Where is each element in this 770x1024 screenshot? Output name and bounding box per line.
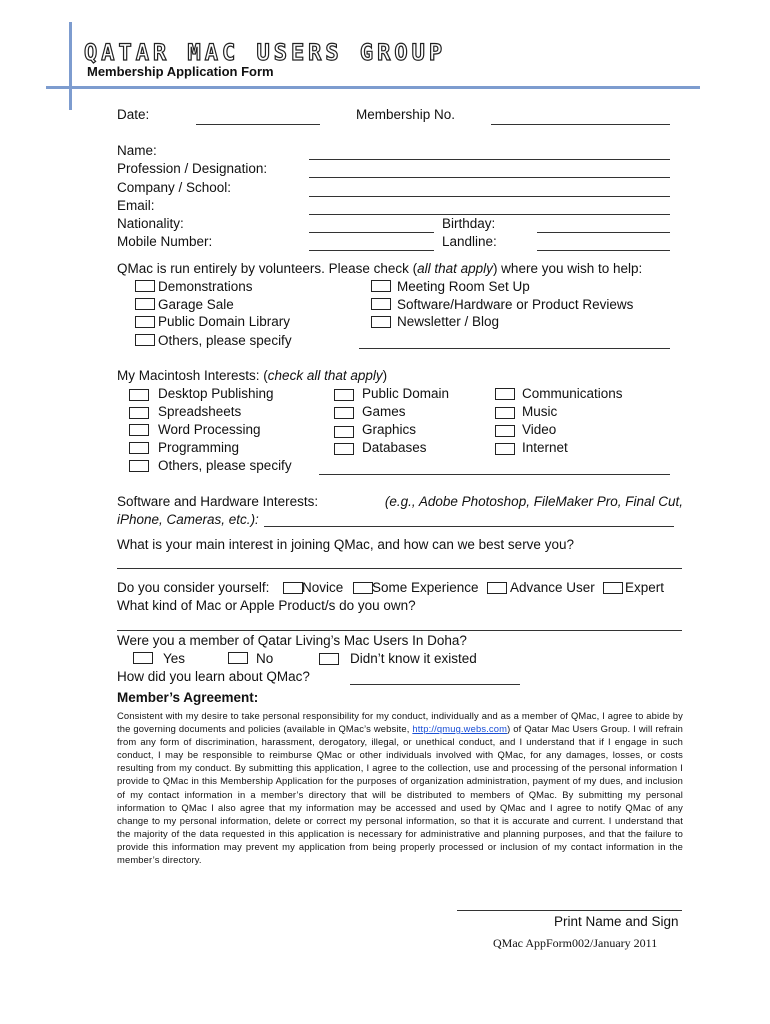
agreement-text: Consistent with my desire to take personal responsibility for my conduct, individually and as a member of QMac, I agree to abide by the governing documents and policies (available in QMac’s website, http://qmug.webs.com) of Qatar Mac Users Group. I will refrain from any form of discrimination, harassment, derogatory, illegal, or unethical conduct, and I understand that if I engage in such conduct, I may be responsible to reimburse QMac or other individuals involved with QMac, for any damages, losses, or costs resulting from my conduct. By submitting this application, I agree to the collection, use and processing of the personal information I provide to QMac in this Membership Application for the purposes of organization administration, payment of my dues, and inclusion of my contact information in a member’s directory that will be distributed to members of QMac. By submitting my personal information to QMac I also agree that my information may be accessed and used by QMac and I agree to notify QMac of any change to my personal information, delete or correct my personal information, so that it is accurate and current. I understand that the majority of the data requested in this application is necessary for administrative and planning purposes, and that the failure to provide this information may prevent my application from being properly processed or inclusion of my contact information in the member’s directory. xyxy=(117,710,683,866)
volunteer-others-field[interactable] xyxy=(359,348,670,349)
interest-checkbox-internet[interactable] xyxy=(495,443,515,455)
previous-member-checkbox-yes[interactable] xyxy=(133,652,153,664)
software-interests-line: Software and Hardware Interests: (e.g., Adobe Photoshop, FileMaker Pro, Final Cut, xyxy=(117,494,683,509)
previous-member-checkbox-didnt-know[interactable] xyxy=(319,653,339,665)
interest-option-label: Programming xyxy=(158,440,240,455)
landline-label: Landline: xyxy=(442,234,497,249)
volunteer-option-label: Garage Sale xyxy=(158,297,234,312)
interest-option-label: Games xyxy=(362,404,406,419)
interest-checkbox-programming[interactable] xyxy=(129,442,149,454)
previous-member-option-label: Yes xyxy=(163,651,186,666)
volunteer-checkbox-demonstrations[interactable] xyxy=(135,280,155,292)
interest-option-label: Desktop Publishing xyxy=(158,386,274,401)
profession-label: Profession / Designation: xyxy=(117,161,268,176)
interest-checkbox-communications[interactable] xyxy=(495,388,515,400)
interest-checkbox-spreadsheets[interactable] xyxy=(129,407,149,419)
main-interest-question: What is your main interest in joining QMac, and how can we best serve you? xyxy=(117,537,574,552)
company-label: Company / School: xyxy=(117,180,232,195)
level-checkbox-some-experience[interactable] xyxy=(353,582,373,594)
volunteer-option-label: Demonstrations xyxy=(158,279,253,294)
header-horizontal-rule xyxy=(46,86,700,89)
interest-option-label: Public Domain xyxy=(362,386,450,401)
previous-member-option-label: No xyxy=(256,651,274,666)
landline-field[interactable] xyxy=(537,250,670,251)
products-question: What kind of Mac or Apple Product/s do you own? xyxy=(117,598,416,613)
volunteer-option-label: Meeting Room Set Up xyxy=(397,279,530,294)
learn-field[interactable] xyxy=(350,684,520,685)
interest-checkbox-graphics[interactable] xyxy=(334,426,354,438)
volunteer-checkbox-public-domain-library[interactable] xyxy=(135,316,155,328)
interest-option-label: Video xyxy=(522,422,557,437)
interest-checkbox-games[interactable] xyxy=(334,407,354,419)
volunteer-checkbox-others[interactable] xyxy=(135,334,155,346)
level-option-label: Advance User xyxy=(510,580,595,595)
level-option-label: Some Experience xyxy=(372,580,479,595)
volunteer-prompt: QMac is run entirely by volunteers. Please check (all that apply) where you wish to help: xyxy=(117,261,643,276)
previous-member-question: Were you a member of Qatar Living’s Mac Users In Doha? xyxy=(117,633,467,648)
membership-no-label: Membership No. xyxy=(356,107,456,122)
main-interest-field[interactable] xyxy=(117,568,682,569)
company-field[interactable] xyxy=(309,196,670,197)
interest-option-label: Databases xyxy=(362,440,427,455)
interests-prompt: My Macintosh Interests: (check all that apply) xyxy=(117,368,388,383)
mobile-label: Mobile Number: xyxy=(117,234,213,249)
mobile-field[interactable] xyxy=(309,250,434,251)
volunteer-checkbox-meeting-room[interactable] xyxy=(371,280,391,292)
level-checkbox-advance-user[interactable] xyxy=(487,582,507,594)
signature-label: Print Name and Sign xyxy=(554,914,679,929)
nationality-field[interactable] xyxy=(309,232,434,233)
volunteer-option-label: Newsletter / Blog xyxy=(397,314,500,329)
interest-option-label: Internet xyxy=(522,440,568,455)
volunteer-option-label: Public Domain Library xyxy=(158,314,291,329)
membership-no-field[interactable] xyxy=(491,124,670,125)
birthday-field[interactable] xyxy=(537,232,670,233)
interest-option-label: Graphics xyxy=(362,422,417,437)
profession-field[interactable] xyxy=(309,177,670,178)
previous-member-option-label: Didn’t know it existed xyxy=(350,651,477,666)
interest-checkbox-music[interactable] xyxy=(495,407,515,419)
interest-checkbox-word-processing[interactable] xyxy=(129,424,149,436)
date-field[interactable] xyxy=(196,124,320,125)
software-interests-example: iPhone, Cameras, etc.): xyxy=(117,512,259,527)
interest-checkbox-public-domain[interactable] xyxy=(334,389,354,401)
agreement-heading: Member’s Agreement: xyxy=(117,690,259,705)
software-interests-field[interactable] xyxy=(264,526,674,527)
level-checkbox-novice[interactable] xyxy=(283,582,303,594)
level-checkbox-expert[interactable] xyxy=(603,582,623,594)
name-field[interactable] xyxy=(309,159,670,160)
name-label: Name: xyxy=(117,143,157,158)
email-field[interactable] xyxy=(309,214,670,215)
interest-checkbox-databases[interactable] xyxy=(334,443,354,455)
previous-member-checkbox-no[interactable] xyxy=(228,652,248,664)
interest-option-label: Spreadsheets xyxy=(158,404,242,419)
interest-option-label: Communications xyxy=(522,386,623,401)
interest-checkbox-video[interactable] xyxy=(495,425,515,437)
interest-option-label: Word Processing xyxy=(158,422,261,437)
volunteer-option-label: Others, please specify xyxy=(158,333,292,348)
volunteer-checkbox-reviews[interactable] xyxy=(371,298,391,310)
interest-checkbox-desktop-publishing[interactable] xyxy=(129,389,149,401)
level-option-label: Novice xyxy=(302,580,344,595)
form-title: Membership Application Form xyxy=(87,64,274,79)
learn-question: How did you learn about QMac? xyxy=(117,669,310,684)
email-label: Email: xyxy=(117,198,155,213)
birthday-label: Birthday: xyxy=(442,216,496,231)
signature-field[interactable] xyxy=(457,910,682,911)
volunteer-checkbox-newsletter[interactable] xyxy=(371,316,391,328)
form-identifier: QMac AppForm002/January 2011 xyxy=(493,936,658,950)
interest-option-label: Music xyxy=(522,404,558,419)
level-option-label: Expert xyxy=(625,580,665,595)
volunteer-option-label: Software/Hardware or Product Reviews xyxy=(397,297,634,312)
products-field[interactable] xyxy=(117,630,682,631)
date-label: Date: xyxy=(117,107,150,122)
nationality-label: Nationality: xyxy=(117,216,184,231)
interest-others-field[interactable] xyxy=(319,474,670,475)
interest-option-label: Others, please specify xyxy=(158,458,292,473)
website-link[interactable]: http://qmug.webs.com xyxy=(412,723,508,735)
group-logo: QATAR MAC USERS GROUP xyxy=(84,41,447,66)
header-vertical-rule xyxy=(69,22,72,110)
volunteer-checkbox-garage-sale[interactable] xyxy=(135,298,155,310)
consider-yourself-label: Do you consider yourself: xyxy=(117,580,270,595)
interest-checkbox-others[interactable] xyxy=(129,460,149,472)
